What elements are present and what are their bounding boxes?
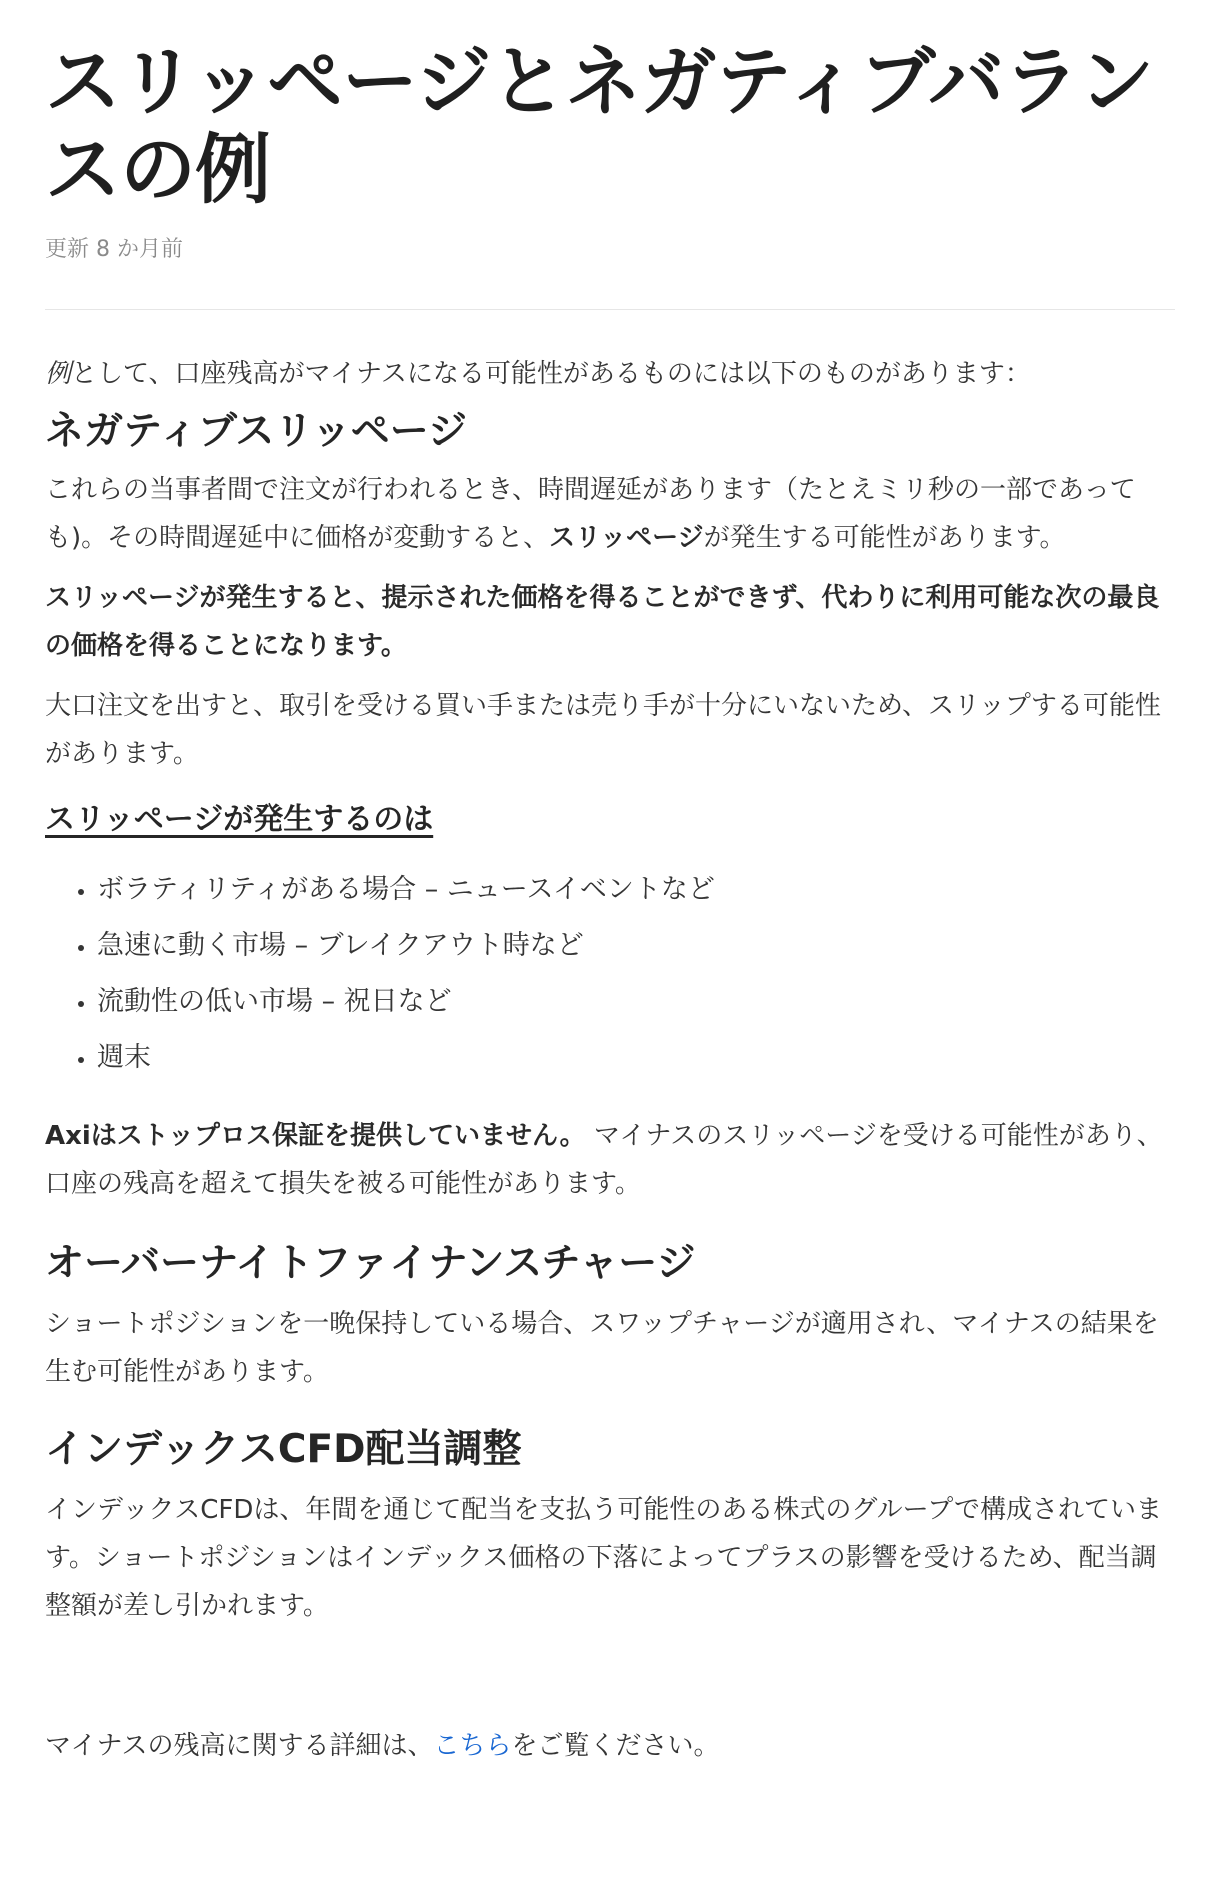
- divider: [45, 309, 1175, 310]
- slippage-occurs-subheading: スリッページが発生するのは: [45, 802, 434, 837]
- footer-text-after: をご覧ください。: [511, 1731, 720, 1761]
- slippage-bold-term: スリッページ: [549, 523, 704, 553]
- index-cfd-paragraph: インデックスCFDは、年間を通じて配当を支払う可能性のある株式のグループで構成されています。ショートポジションはインデックス価格の下落によってプラスの影響を受けるため、配当調整額が差し引かれます。: [45, 1495, 1163, 1621]
- overnight-paragraph: ショートポジションを一晩保持している場合、スワップチャージが適用され、マイナスの結果を生む可能性があります。: [45, 1309, 1159, 1387]
- slippage-conditions-list: [45, 862, 1175, 1086]
- list-item: • ボラティリティがある場合 – ニュースイベントなど: [97, 862, 1175, 918]
- heading-index-cfd: インデックスCFD配当調整: [45, 1427, 522, 1472]
- slippage-p1-start: これらの当事者間で注文が行われるとき、時間遅延があります（たとえミリ秒の一部であっても)。その時間遅延中に価格が変動すると、: [45, 475, 1136, 553]
- list-item: • 急速に動く市場 – ブレイクアウト時など: [97, 918, 1175, 974]
- updated-timestamp: 更新 8 か月前: [45, 237, 183, 262]
- list-item: • 流動性の低い市場 – 祝日など: [97, 974, 1175, 1030]
- axi-disclaimer-bold: Axiはストップロス保証を提供していません。: [45, 1121, 586, 1151]
- slippage-paragraph-3: 大口注文を出すと、取引を受ける買い手または売り手が十分にいないため、スリップする可能性があります。: [45, 691, 1161, 769]
- footer-text-before: マイナスの残高に関する詳細は、: [45, 1731, 434, 1761]
- heading-negative-slippage: ネガティブスリッページ: [45, 409, 467, 454]
- axi-disclaimer-text: マイナスのスリッページを受ける可能性があり、口座の残高を超えて損失を被る可能性があります。: [45, 1121, 1163, 1199]
- list-item: • 週末: [97, 1030, 1175, 1086]
- slippage-paragraph-1: [45, 466, 1175, 562]
- article-body: [45, 350, 1175, 1770]
- slippage-paragraph-2: スリッページが発生すると、提示された価格を得ることができず、代わりに利用可能な次の最良の価格を得ることになります。: [45, 583, 1160, 661]
- axi-disclaimer-paragraph: [45, 1112, 1175, 1208]
- heading-overnight-finance: オーバーナイトファイナンスチャージ: [45, 1241, 696, 1286]
- page-title: スリッページとネガティブバランスの例: [45, 37, 1154, 214]
- intro-paragraph: [45, 350, 1175, 398]
- details-link[interactable]: こちら: [433, 1731, 512, 1761]
- footer-note: [45, 1722, 1175, 1770]
- slippage-p1-end: が発生する可能性があります。: [703, 523, 1066, 553]
- intro-emphasis: 例: [45, 359, 72, 389]
- intro-text: として、口座残高がマイナスになる可能性があるものには以下のものがあります：: [71, 359, 1031, 389]
